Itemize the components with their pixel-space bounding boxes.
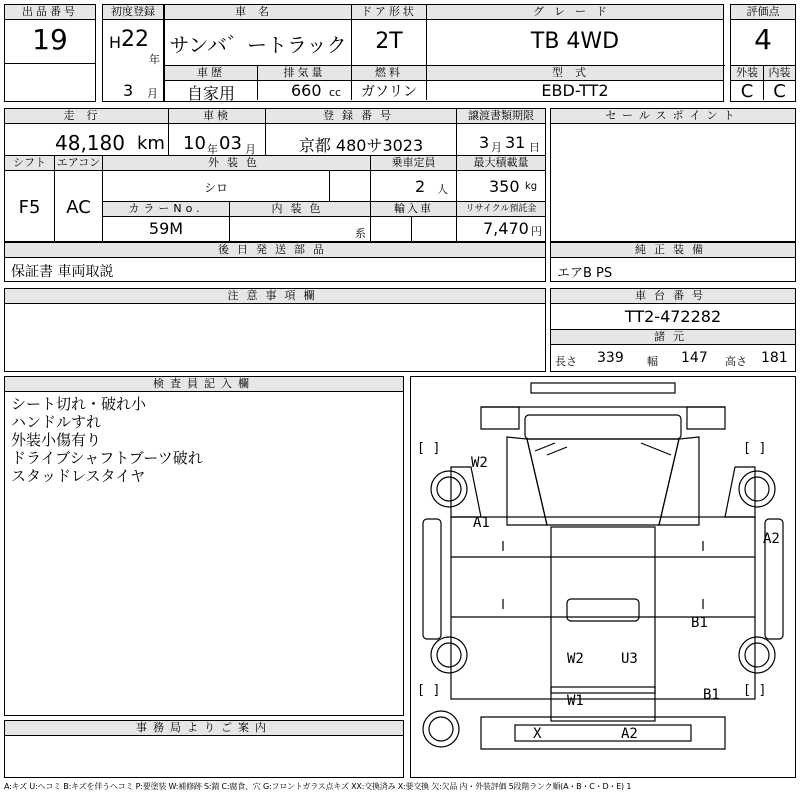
ext-color-label: 外装色 (103, 156, 370, 171)
max-load: 350 (489, 177, 520, 196)
chassis-box (550, 288, 796, 372)
seats-label: 乗車定員 (371, 156, 456, 171)
inspector-label: 検査員記入欄 (5, 377, 403, 392)
marker-bracket: [ ] (417, 683, 441, 698)
shift-label: シフト (5, 156, 54, 171)
recycle-unit: 円 (531, 225, 542, 238)
spec-label: 諸元 (551, 330, 795, 345)
car-name: サンバ゛ートラック (169, 33, 347, 57)
era: H (109, 33, 122, 52)
import-label: 輸入車 (371, 202, 456, 217)
sales-points-box (550, 108, 796, 242)
later-parts-label: 後日発送部品 (5, 243, 545, 258)
model-code: EBD-TT2 (541, 81, 609, 100)
inspection-month-unit: 月 (245, 143, 256, 156)
damage-mark: A2 (763, 531, 780, 547)
width: 147 (681, 350, 708, 366)
inspection-month: 03 (219, 133, 242, 154)
marker-bracket: [ ] (743, 441, 767, 456)
inspector-line: ドライブシャフトブーツ破れ (11, 449, 203, 467)
color-no: 59M (148, 219, 184, 238)
lot-number-label: 出品番号 (5, 5, 95, 20)
damage-mark: A2 (621, 726, 638, 742)
marker-bracket: [ ] (743, 683, 767, 698)
ac: AC (66, 197, 91, 218)
shift: F5 (18, 197, 41, 218)
genuine-equipment-box (550, 242, 796, 282)
score-label: 評価点 (731, 5, 795, 20)
damage-mark: B1 (703, 687, 720, 703)
fuel-label: 燃料 (352, 66, 426, 81)
truck-outline (411, 377, 795, 777)
damage-mark: A1 (473, 515, 490, 531)
max-load-label: 最大積載量 (457, 156, 545, 171)
interior-label: 内装 (764, 66, 795, 81)
genuine-equipment-value: エアB PS (557, 266, 613, 281)
later-parts-value: 保証書 車両取説 (11, 264, 114, 280)
chassis-label: 車台番号 (551, 289, 795, 304)
length-label: 長さ (555, 355, 577, 368)
chassis-number: TT2-472282 (624, 307, 722, 326)
legend: A:キズ U:ヘコミ B:キズを伴うヘコミ P:要塗装 W:補修跡 S:錆 C:腐食、穴 G:フロントガラス点キズ XX:交換済み X:要交換 欠:欠品 内・外装評価 5段階ランク順(A・B・C・D・E) 1 (4, 782, 632, 791)
plate: 京都 480サ3023 (298, 136, 424, 155)
damage-mark: W2 (471, 455, 488, 471)
score-box (730, 4, 796, 102)
office-label: 事務局よりご案内 (5, 721, 403, 736)
office-box (4, 720, 404, 778)
inspector-line: スタッドレスタイヤ (11, 467, 146, 485)
car-name-label: 車名 (165, 5, 351, 20)
genuine-equipment-label: 純正装備 (551, 243, 795, 258)
max-load-unit: kg (525, 181, 538, 192)
lot-number: 19 (32, 23, 68, 56)
exterior-grade: C (740, 81, 754, 102)
inspector-line: シート切れ・破れ小 (11, 395, 147, 413)
inspection-label: 車検 (169, 109, 265, 124)
transfer-month-unit: 月 (491, 141, 502, 154)
inspector-line: 外装小傷有り (11, 431, 102, 449)
displacement: 660 (291, 81, 322, 100)
year-unit: 年 (149, 53, 160, 66)
width-label: 幅 (647, 355, 658, 368)
mileage-unit: km (137, 133, 165, 154)
era-year: 22 (121, 27, 149, 52)
recycle-label: リサイクル預託金 (457, 202, 545, 217)
inspection-year: 10 (183, 133, 206, 154)
transfer-day: 31 (505, 133, 526, 152)
damage-mark: U3 (621, 651, 638, 667)
damage-mark: W2 (567, 651, 584, 667)
inspector-line: ハンドルすれ (11, 413, 102, 431)
mileage: 48,180 (55, 131, 125, 155)
vehicle-diagram (410, 376, 796, 778)
seats: 2 (415, 177, 426, 196)
plate-label: 登録番号 (266, 109, 456, 124)
lot-number-box (4, 4, 96, 102)
damage-mark: W1 (567, 693, 584, 709)
transfer-month: 3 (479, 133, 490, 152)
height-label: 高さ (725, 355, 747, 368)
month: 3 (123, 81, 134, 100)
recycle: 7,470 (483, 219, 529, 238)
notes-label: 注意事項欄 (5, 289, 545, 304)
model-label: 型式 (427, 66, 723, 81)
length: 339 (597, 350, 624, 366)
later-parts-box (4, 242, 546, 282)
transfer-day-unit: 日 (529, 141, 540, 154)
grade: TB 4WD (530, 29, 620, 54)
marker-bracket: [ ] (417, 441, 441, 456)
mileage-label: 走行 (5, 109, 168, 124)
int-color-suffix: 系 (355, 227, 366, 240)
height: 181 (761, 350, 788, 366)
displacement-label: 排気量 (258, 66, 351, 81)
history-label: 車歴 (165, 66, 257, 81)
displacement-unit: cc (329, 86, 342, 99)
history: 自家用 (186, 84, 235, 103)
int-color-label: 内装色 (230, 202, 370, 217)
color-no-label: カラーNo. (103, 202, 229, 217)
first-registration-label: 初度登録 (103, 5, 163, 20)
grade-label: グレード (427, 5, 723, 20)
damage-mark: X (533, 726, 542, 742)
notes-box (4, 288, 546, 372)
damage-mark: B1 (691, 615, 708, 631)
vehicle-main-box (164, 4, 724, 102)
ac-label: エアコン (56, 156, 101, 169)
door-type: 2T (375, 29, 403, 54)
month-unit: 月 (147, 87, 158, 100)
fuel: ガソリン (361, 84, 417, 100)
first-registration-box (102, 4, 164, 102)
sales-points-label: セールスポイント (551, 109, 795, 124)
score: 4 (754, 23, 772, 56)
interior-grade: C (773, 81, 786, 102)
seats-unit: 人 (437, 183, 448, 196)
details-box (4, 108, 546, 242)
exterior-label: 外装 (731, 66, 763, 81)
door-label: ドア形状 (352, 5, 426, 20)
inspection-year-unit: 年 (207, 143, 218, 156)
ext-color: シロ (203, 181, 228, 195)
inspector-box (4, 376, 404, 716)
transfer-label: 譲渡書類期限 (457, 109, 545, 124)
